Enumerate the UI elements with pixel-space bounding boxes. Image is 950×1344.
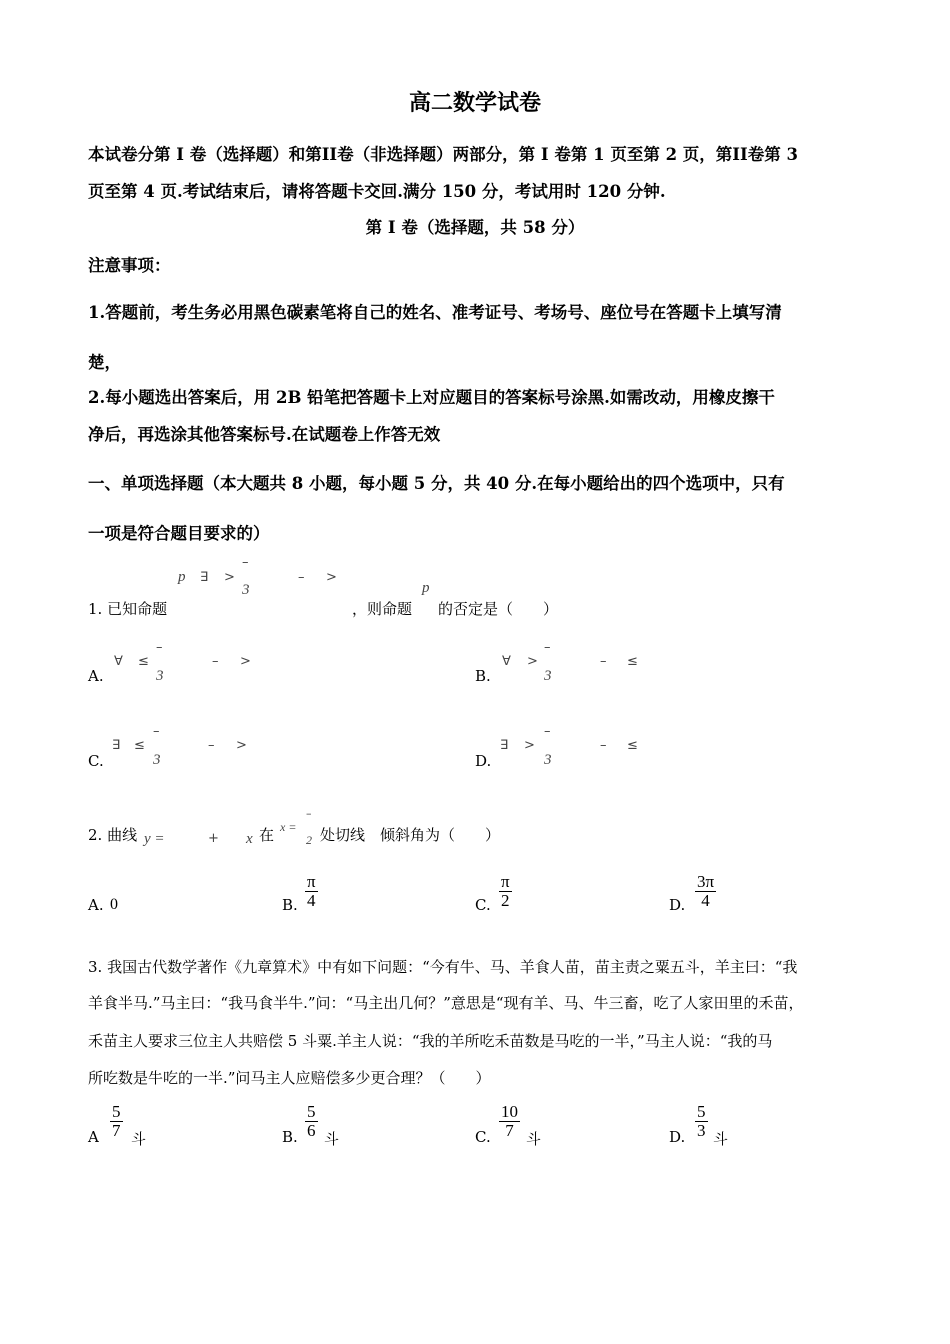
q1-option-c-minus: – xyxy=(208,738,215,753)
q1-option-d-rel: > xyxy=(524,738,535,753)
note-2-line-2: 净后，再选涂其他答案标号.在试题卷上作答无效 xyxy=(88,425,441,444)
q3-option-a-label: A xyxy=(88,1128,99,1146)
q2-option-d-num: 3π xyxy=(697,872,715,891)
q1-f-bar: – xyxy=(242,555,249,570)
q1-option-a-rel2: > xyxy=(240,654,251,669)
q2-two: 2 xyxy=(306,833,312,847)
q2-x: x xyxy=(246,831,253,847)
q3-option-a-num: 5 xyxy=(112,1102,121,1121)
q3-option-b-num: 5 xyxy=(307,1102,316,1121)
q1-option-c-three: 3 xyxy=(153,752,161,768)
q1-option-b-bar: – xyxy=(544,640,551,655)
q1-f-gt: > xyxy=(224,570,235,585)
q1-option-d-quant: ∃ xyxy=(500,738,509,753)
section1-line-2: 一项是符合题目要求的） xyxy=(88,524,270,543)
q3-option-b-unit: 斗 xyxy=(324,1130,340,1148)
q3-option-c-unit: 斗 xyxy=(526,1130,542,1148)
q1-text-c: 的否定是（ ） xyxy=(438,600,559,618)
note-1-line-2: 楚， xyxy=(88,353,121,372)
notes-heading: 注意事项： xyxy=(88,256,171,275)
intro-line-1: 本试卷分第 I 卷（选择题）和第II卷（非选择题）两部分，第 I 卷第 1 页至第 2 页，第II卷第 3 xyxy=(88,145,798,164)
q2-option-d-label: D. xyxy=(669,896,686,914)
q2-option-c-den: 2 xyxy=(501,891,510,910)
q1-f-gt2: > xyxy=(326,570,337,585)
q3-option-b-den: 6 xyxy=(307,1121,316,1140)
q3-option-d-fraction xyxy=(695,1103,708,1140)
q1-option-d-minus: – xyxy=(600,738,607,753)
q1-option-d-three: 3 xyxy=(544,752,552,768)
q3-option-a-unit: 斗 xyxy=(131,1130,147,1148)
q1-option-d-bar: – xyxy=(544,724,551,739)
q1-option-a-bar: – xyxy=(156,640,163,655)
q1-option-c-bar: – xyxy=(153,724,160,739)
q2-bar: – xyxy=(306,807,312,820)
q1-option-b-three: 3 xyxy=(544,668,552,684)
q1-option-c-rel: ≤ xyxy=(134,738,145,753)
q3-option-d-num: 5 xyxy=(697,1102,706,1121)
note-1-line-1: 1.答题前，考生务必用黑色碳素笔将自己的姓名、准考证号、考场号、座位号在答题卡上填写清 xyxy=(88,303,782,322)
q1-option-b-label: B. xyxy=(475,667,491,685)
q3-option-c-fraction xyxy=(499,1103,520,1140)
q1-option-b-rel: > xyxy=(527,654,538,669)
q1-option-c-rel2: > xyxy=(236,738,247,753)
note-2-line-1: 2.每小题选出答案后，用 2B 铅笔把答题卡上对应题目的答案标号涂黑.如需改动，用橡皮擦干 xyxy=(88,388,775,407)
q1-option-a-label: A. xyxy=(88,667,104,685)
page-title: 高二数学试卷 xyxy=(408,90,541,116)
q2-option-d-den: 4 xyxy=(701,891,710,910)
q2-option-a-label: A. xyxy=(88,896,104,914)
q3-option-b-fraction xyxy=(305,1103,318,1140)
q1-f-minus: – xyxy=(298,570,305,585)
q3-option-a-den: 7 xyxy=(112,1121,121,1140)
q2-option-d-fraction xyxy=(695,873,716,910)
q1-option-a-rel: ≤ xyxy=(138,654,149,669)
q2-option-b-fraction xyxy=(305,873,318,910)
q1-option-d-label: D. xyxy=(475,752,492,770)
q1-option-a-quant: ∀ xyxy=(114,654,123,669)
part1-heading: 第 I 卷（选择题，共 58 分） xyxy=(365,218,585,237)
q2-option-a-value: 0 xyxy=(110,896,118,913)
q2-option-c-fraction xyxy=(499,873,512,910)
q1-option-b-minus: – xyxy=(600,654,607,669)
q2-text-b: 处切线 倾斜角为（ ） xyxy=(320,826,501,844)
q2-plus: + xyxy=(208,831,219,846)
section1-line-1: 一、单项选择题（本大题共 8 小题，每小题 5 分，共 40 分.在每小题给出的四个选项中，只有 xyxy=(88,474,785,493)
q2-x-eq: x = xyxy=(280,820,297,834)
q3-option-c-label: C. xyxy=(475,1128,491,1146)
q2-option-b-label: B. xyxy=(282,896,298,914)
q3-option-c-den: 7 xyxy=(505,1121,514,1140)
q3-line-2: 羊食半马.”马主曰：“我马食半牛.”问：“马主出几何？”意思是“现有羊、马、牛三畜，吃了人家田里的禾苗， xyxy=(88,994,804,1012)
q1-text-a: 1. 已知命题 xyxy=(88,600,168,618)
intro-line-2: 页至第 4 页.考试结束后，请将答题卡交回.满分 150 分，考试用时 120 分钟. xyxy=(88,182,666,201)
q3-line-3: 禾苗主人要求三位主人共赔偿 5 斗粟.羊主人说：“我的羊所吃禾苗数是马吃的一半，”马主人说：“我的马 xyxy=(88,1032,773,1050)
q2-option-c-num: π xyxy=(501,872,510,891)
q1-f-p: p xyxy=(178,569,186,585)
q2-zai: 在 xyxy=(259,826,275,844)
q1-option-a-three: 3 xyxy=(156,668,164,684)
q3-option-c-num: 10 xyxy=(501,1102,518,1121)
q2-text-a: 2. 曲线 xyxy=(88,826,138,844)
q1-option-b-rel2: ≤ xyxy=(627,654,638,669)
q3-option-d-den: 3 xyxy=(697,1121,706,1140)
q2-option-c-label: C. xyxy=(475,896,491,914)
q3-line-1: 3. 我国古代数学著作《九章算术》中有如下问题：“今有牛、马、羊食人苗，苗主责之粟五斗，羊主曰：“我 xyxy=(88,958,798,976)
q1-text-b: ，则命题 xyxy=(352,600,413,618)
q1-option-a-minus: – xyxy=(212,654,219,669)
q3-option-d-unit: 斗 xyxy=(713,1130,729,1148)
q2-option-b-den: 4 xyxy=(307,891,316,910)
q3-option-b-label: B. xyxy=(282,1128,298,1146)
q3-option-d-label: D. xyxy=(669,1128,686,1146)
q1-option-b-quant: ∀ xyxy=(502,654,511,669)
q1-option-d-rel2: ≤ xyxy=(627,738,638,753)
q1-option-c-quant: ∃ xyxy=(112,738,121,753)
q2-y-eq: y = xyxy=(144,831,165,847)
q2-option-b-num: π xyxy=(307,872,316,891)
q3-line-4: 所吃数是牛吃的一半.”问马主人应赔偿多少更合理？（ ） xyxy=(88,1069,491,1087)
q3-option-a-fraction xyxy=(110,1103,123,1140)
q1-f-exists: ∃ xyxy=(200,570,209,585)
q1-f-three: 3 xyxy=(242,582,250,598)
q1-var-p: p xyxy=(422,580,430,596)
q1-option-c-label: C. xyxy=(88,752,104,770)
